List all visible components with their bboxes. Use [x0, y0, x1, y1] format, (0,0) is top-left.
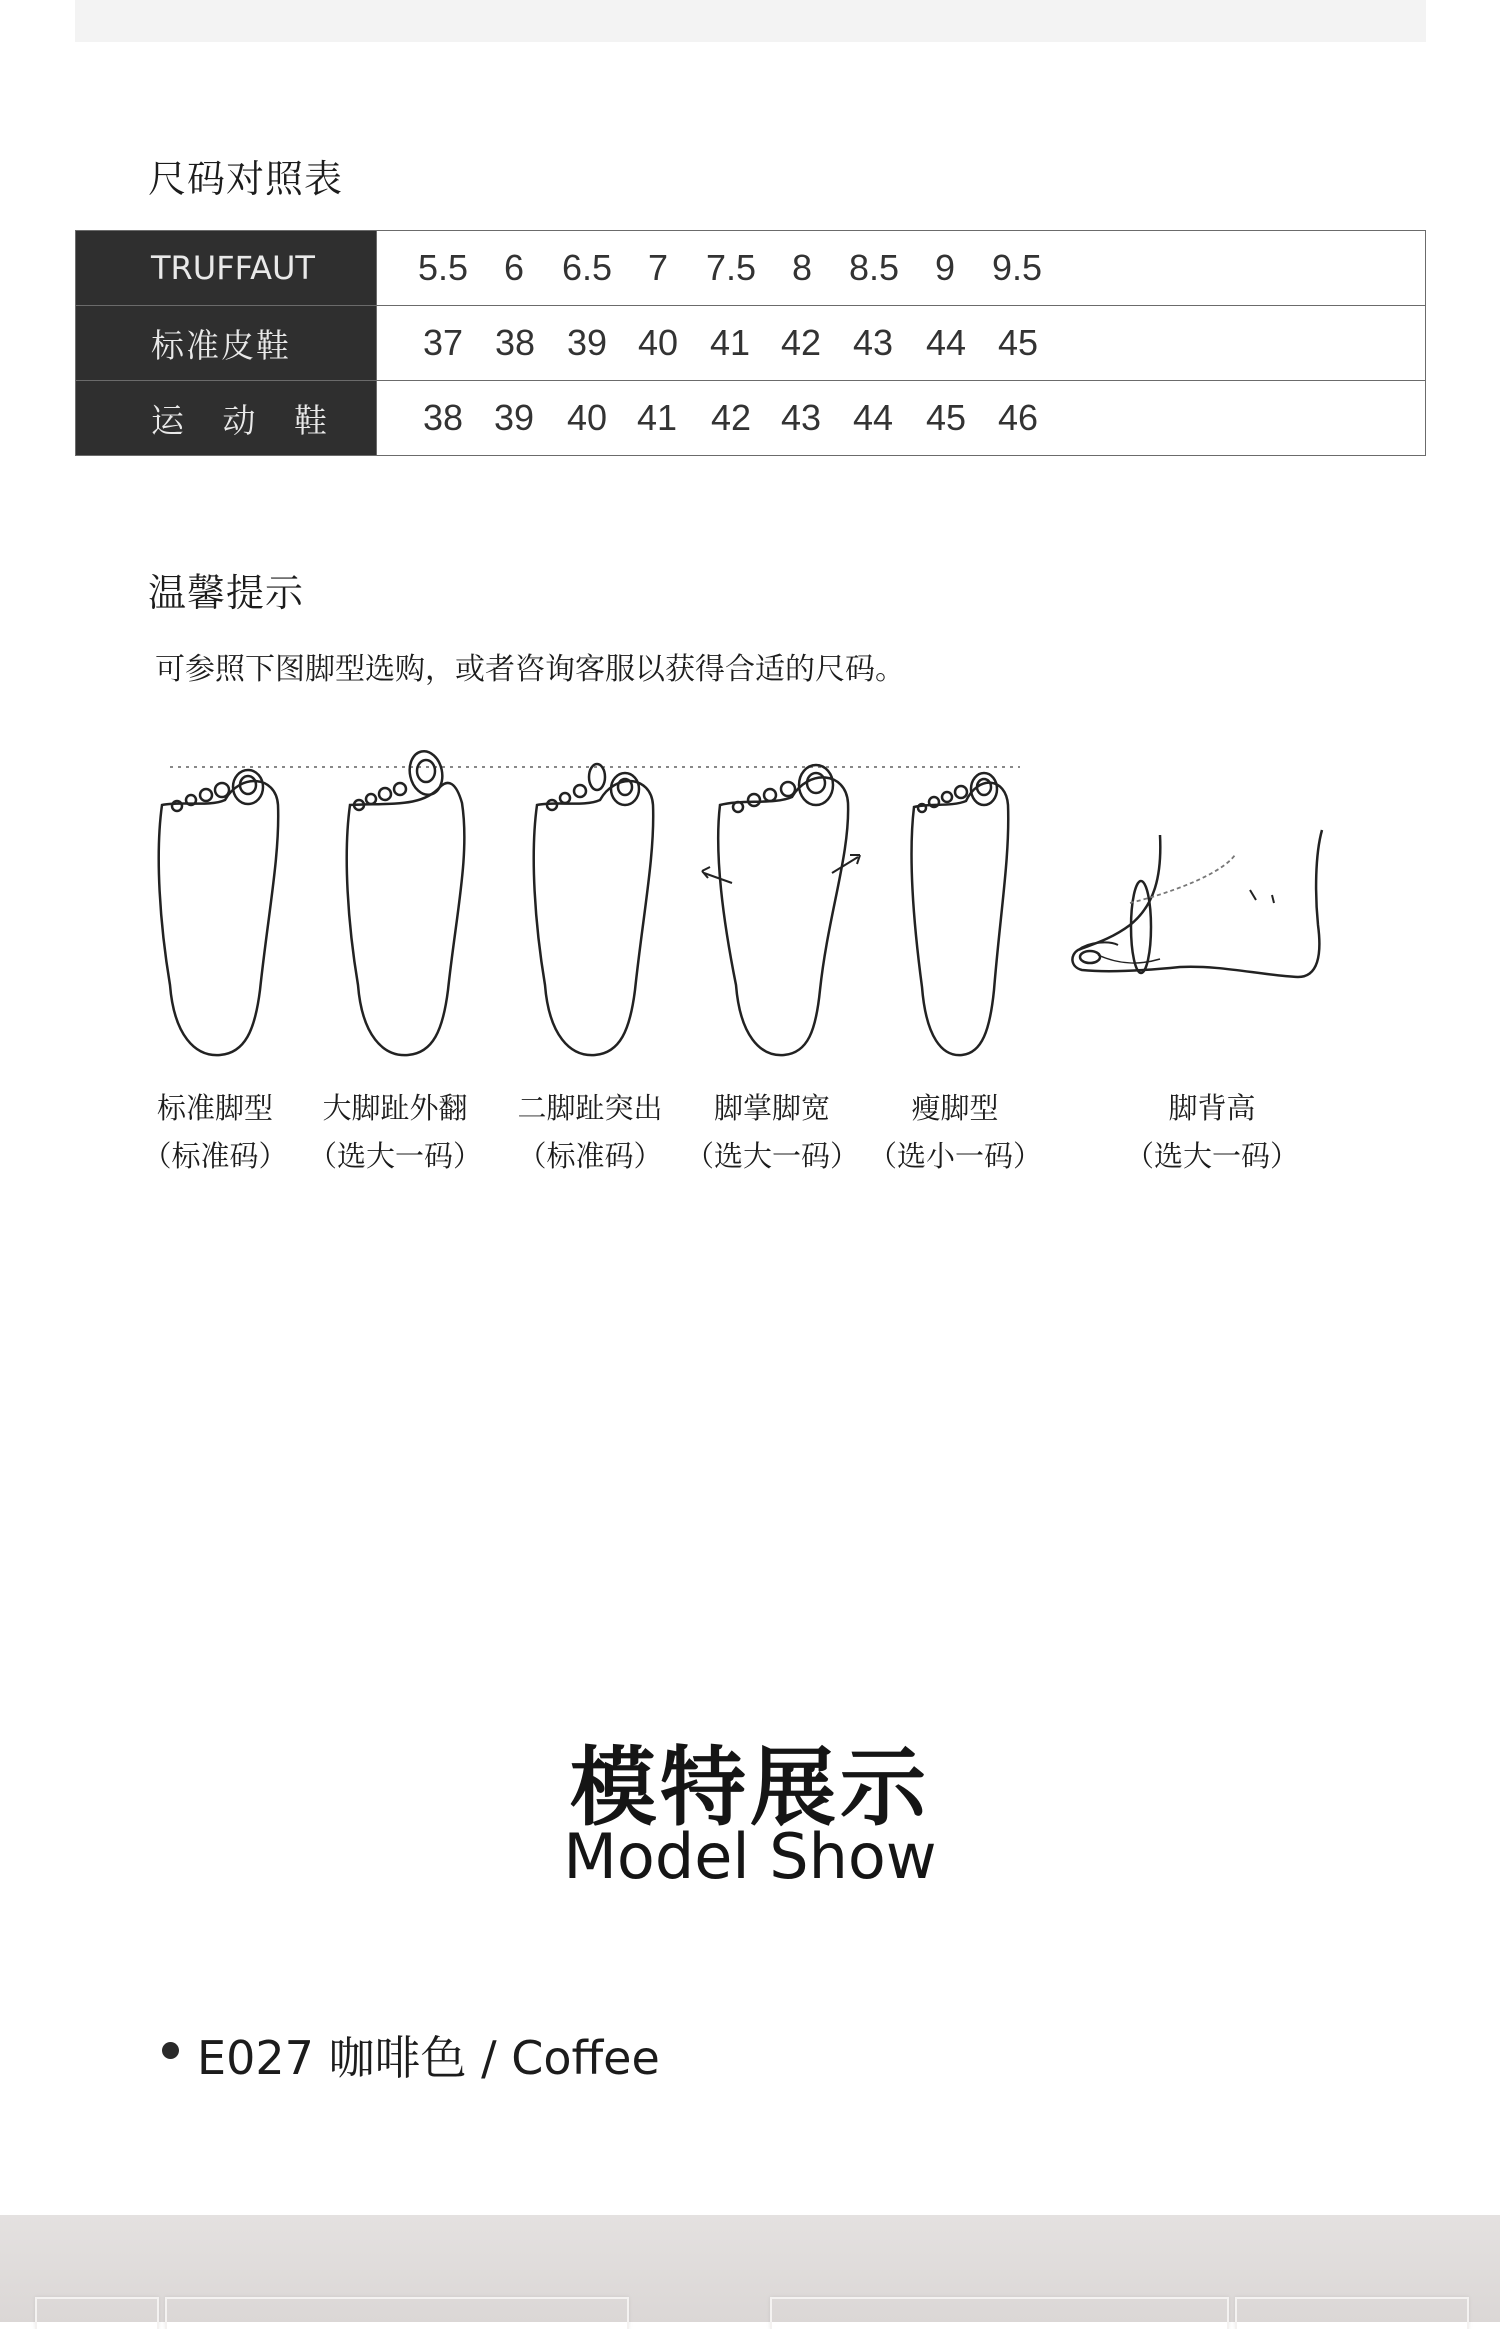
size-row-leather-shoes: [76, 306, 1426, 381]
foot-type-label-bunion: [308, 1084, 482, 1180]
model-show-title-cn: 模特展示: [570, 1738, 930, 1838]
size-cell: 42: [710, 397, 752, 438]
size-cell: 45: [997, 322, 1039, 363]
size-cell: 44: [852, 397, 894, 438]
high-instep-foot-icon: [1072, 830, 1322, 977]
size-cell: 46: [997, 397, 1039, 438]
product-color-label: E027 咖啡色 / Coffee: [197, 2031, 660, 2085]
foot-types-illustration: [150, 745, 1380, 1075]
size-cell: 9: [934, 247, 956, 288]
tips-title: 温馨提示: [148, 571, 305, 615]
foot-type-label-second-toe: [517, 1084, 662, 1180]
long-second-toe-foot-icon: [534, 764, 653, 1055]
size-cell: 6: [503, 247, 525, 288]
foot-type-name: 脚掌脚宽: [713, 1091, 831, 1125]
bunion-foot-icon: [347, 748, 465, 1055]
size-cell: 39: [493, 397, 535, 438]
size-cell: 44: [925, 322, 967, 363]
size-cell: 40: [637, 322, 679, 363]
foot-type-advice: （选大一码）: [307, 1139, 483, 1173]
size-cell: 6.5: [561, 247, 613, 288]
foot-type-name: 标准脚型: [156, 1091, 274, 1125]
size-chart-table: [75, 230, 1426, 456]
foot-type-name: 脚背高: [1168, 1091, 1256, 1125]
standard-foot-icon: [159, 770, 278, 1055]
size-cell: 8: [791, 247, 813, 288]
size-chart-title: 尺码对照表: [148, 157, 344, 201]
size-row-sneakers: [76, 381, 1426, 456]
wall-panel: [35, 2297, 159, 2329]
foot-type-name: 瘦脚型: [911, 1091, 999, 1125]
foot-type-label-standard: [142, 1084, 287, 1180]
size-cell: 42: [780, 322, 822, 363]
model-photo-preview: [0, 2215, 1500, 2322]
size-row-values: [377, 306, 1426, 381]
size-cell: 37: [422, 322, 464, 363]
top-banner-strip: [75, 0, 1426, 42]
wall-panel: [1235, 2297, 1469, 2329]
size-row-label: 标准皮鞋: [76, 306, 377, 381]
size-cell: 43: [852, 322, 894, 363]
foot-type-name: 大脚趾外翻: [322, 1091, 468, 1125]
foot-type-advice: （标准码）: [517, 1139, 663, 1173]
wall-panel: [165, 2297, 629, 2329]
size-cell: 7: [647, 247, 669, 288]
size-row-label: 运 动 鞋: [76, 381, 377, 456]
size-cell: 8.5: [848, 247, 900, 288]
foot-type-advice: （选大一码）: [684, 1139, 860, 1173]
size-cell: 40: [566, 397, 608, 438]
size-cell: 45: [925, 397, 967, 438]
wall-panel: [770, 2297, 1229, 2329]
foot-type-advice: （选小一码）: [867, 1139, 1043, 1173]
foot-type-label-high-instep: [1125, 1084, 1299, 1180]
size-cell: 38: [494, 322, 536, 363]
slim-foot-icon: [912, 773, 1009, 1055]
foot-type-advice: （标准码）: [142, 1139, 288, 1173]
size-cell: 5.5: [417, 247, 469, 288]
tips-text: 可参照下图脚型选购，或者咨询客服以获得合适的尺码。: [155, 652, 905, 687]
size-cell: 39: [566, 322, 608, 363]
size-cell: 9.5: [991, 247, 1043, 288]
size-row-truffaut: [76, 231, 1426, 306]
size-row-label: TRUFFAUT: [76, 231, 377, 306]
size-cell: 41: [709, 322, 751, 363]
size-cell: 7.5: [705, 247, 757, 288]
size-row-values: [377, 381, 1426, 456]
size-cell: 43: [780, 397, 822, 438]
size-row-values: [377, 231, 1426, 306]
foot-type-label-wide: [685, 1084, 859, 1180]
model-show-title-en: Model Show: [563, 1820, 937, 1893]
size-cell: 38: [422, 397, 464, 438]
foot-type-label-slim: [868, 1084, 1042, 1180]
wide-foot-icon: [702, 765, 860, 1055]
bullet-dot: [162, 2042, 179, 2059]
foot-type-advice: （选大一码）: [1124, 1139, 1300, 1173]
foot-type-name: 二脚趾突出: [517, 1091, 663, 1125]
size-cell: 41: [636, 397, 678, 438]
